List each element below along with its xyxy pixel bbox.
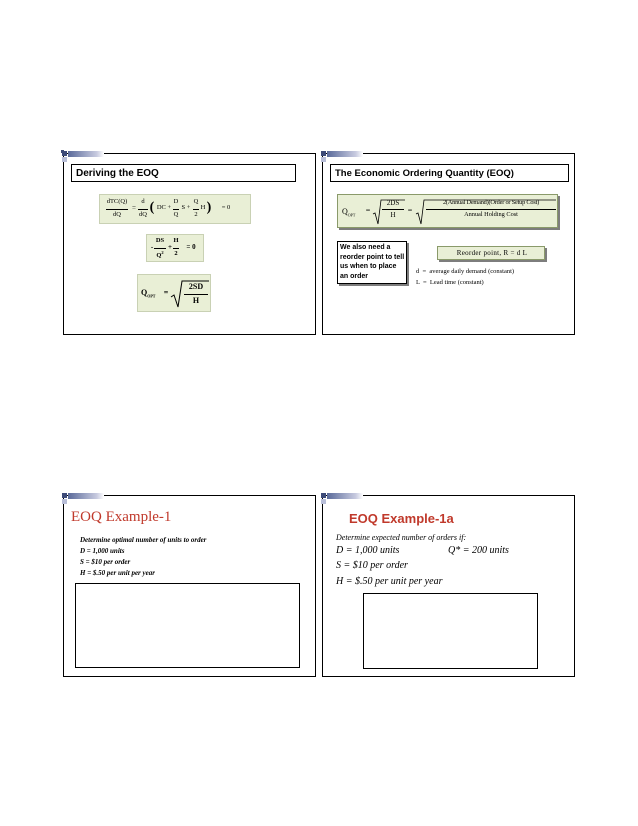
eq1-frac1-denominator: Q: [173, 211, 179, 218]
slide-decoration: [62, 493, 104, 507]
eq1-s: S +: [181, 204, 191, 211]
formula-equals-2: =: [407, 206, 413, 215]
eq3-q-opt: $Q_{OPT}$: [141, 288, 156, 299]
eq1-lhs-denominator: dQ: [113, 211, 121, 218]
eq1-rhs: = 0: [221, 204, 231, 211]
eq2-frac2-denominator: 2: [174, 250, 178, 257]
definition-l: L = Lead time (constant): [416, 279, 484, 286]
eq1-open-paren: (: [149, 200, 155, 215]
reorder-point-formula: [437, 246, 545, 260]
derivative-equation: [99, 194, 251, 224]
reorder-point-text: Reorder point, R = d L: [456, 249, 528, 257]
eq2-negative: -: [150, 243, 154, 251]
slide-eoq-example-1: [63, 495, 316, 677]
formula-numerator-2: 2(Annual Demand)(Order or Setup Cost): [442, 199, 540, 206]
slide-decoration: [321, 493, 363, 507]
eq2-frac1-denominator: $Q^2$: [156, 250, 164, 260]
eq3-denominator: H: [192, 296, 200, 305]
reorder-callout-text: We also need a reorder point to tell us when to place an order: [340, 244, 405, 280]
eq1-lhs-numerator: dTC(Q): [106, 198, 128, 205]
slide-decoration: [62, 151, 104, 165]
demand-value: D = 1,000 units: [336, 545, 400, 556]
set-derivative-zero-equation: [146, 234, 204, 262]
slide-economic-ordering-quantity: [322, 153, 575, 335]
slide-decoration: [321, 151, 363, 165]
eq2-frac1-numerator: DS: [155, 237, 165, 244]
setup-cost-value: S = $10 per order: [336, 560, 408, 571]
eq1-dc: DC +: [156, 204, 172, 211]
eq3-equals: =: [163, 288, 169, 297]
answer-box: [75, 583, 300, 668]
eoq-result-equation: [137, 274, 211, 312]
eq2-plus: +: [168, 243, 172, 251]
slide-title: The Economic Ordering Quantity (EOQ): [330, 164, 569, 182]
eq3-numerator: 2SD: [188, 282, 204, 291]
example-instruction: Determine expected number of orders if:: [336, 533, 467, 542]
slide-eoq-example-1a: [322, 495, 575, 677]
demand-value: D = 1,000 units: [80, 547, 125, 555]
slide-deriving-eoq: [63, 153, 316, 335]
slide-title: EOQ Example-1a: [349, 511, 454, 526]
answer-box: [363, 593, 538, 669]
setup-cost-value: S = $10 per order: [80, 558, 131, 566]
eq1-frac1-numerator: D: [173, 198, 179, 205]
formula-denominator-2: Annual Holding Cost: [464, 211, 518, 218]
eq1-close-paren: ): [206, 200, 212, 215]
formula-equals-1: =: [365, 206, 371, 215]
example-instruction: Determine optimal number of units to order: [80, 536, 207, 544]
eq2-rhs: = 0: [186, 243, 196, 251]
formula-numerator-1: 2DS: [386, 199, 400, 207]
eq1-equals: =: [132, 204, 136, 212]
definition-d: d = average daily demand (constant): [416, 268, 515, 275]
eoq-formula-box: [337, 194, 558, 228]
holding-cost-value: H = $.50 per unit per year: [336, 576, 443, 587]
eq1-d-numerator: d: [141, 198, 145, 205]
slide-title: EOQ Example-1: [71, 509, 172, 525]
eq1-frac2-denominator: 2: [194, 211, 198, 218]
order-quantity-value: Q* = 200 units: [448, 545, 509, 556]
eq1-h: H: [200, 204, 206, 211]
holding-cost-value: H = $.50 per unit per year: [80, 569, 155, 577]
formula-q-opt: $Q_{OPT}$: [342, 207, 356, 218]
slide-title: Deriving the EOQ: [71, 164, 296, 182]
eq1-frac2-numerator: Q: [193, 198, 199, 205]
reorder-callout: [337, 241, 407, 284]
formula-denominator-1: H: [390, 211, 396, 219]
eq1-d-denominator: dQ: [139, 211, 147, 218]
eq2-frac2-numerator: H: [173, 237, 179, 244]
